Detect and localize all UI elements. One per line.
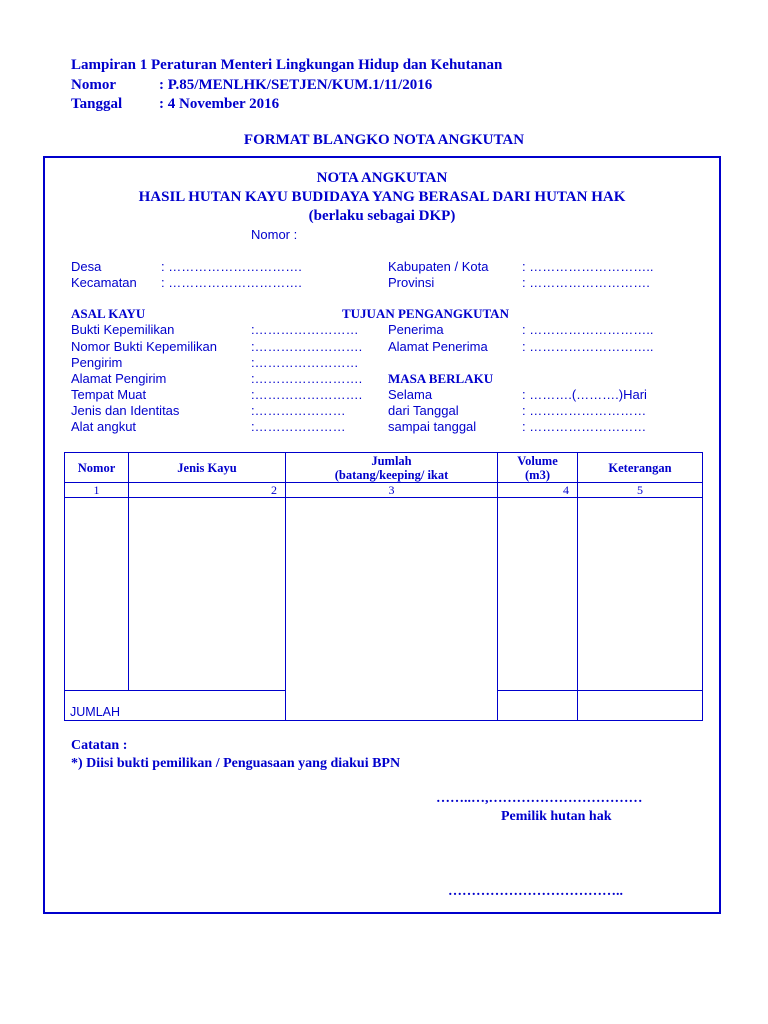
bukti-kepemilikan-field[interactable]: :…………………… bbox=[251, 322, 359, 337]
kecamatan-field[interactable]: : …………………………. bbox=[161, 275, 302, 290]
nomor-label: Nomor bbox=[71, 77, 116, 93]
col-number-4: 4 bbox=[498, 483, 578, 498]
table-column-number-row bbox=[65, 483, 703, 498]
dari-tanggal-label: dari Tanggal bbox=[388, 403, 459, 418]
form-nomor: Nomor : bbox=[251, 227, 298, 242]
dari-tanggal-field[interactable]: : ……………………… bbox=[522, 403, 647, 418]
catatan-label: Catatan : bbox=[71, 738, 128, 753]
lampiran-line: Lampiran 1 Peraturan Menteri Lingkungan Hidup dan Kehutanan bbox=[71, 57, 503, 73]
pengirim-field[interactable]: :…………………… bbox=[251, 355, 359, 370]
jenis-identitas-label: Jenis dan Identitas bbox=[71, 403, 180, 418]
sign-place-date[interactable]: ……..…,…………………………… bbox=[436, 791, 643, 806]
tempat-muat-label: Tempat Muat bbox=[71, 387, 147, 402]
provinsi-label: Provinsi bbox=[388, 275, 435, 290]
nomor-line bbox=[71, 77, 491, 95]
alat-angkut-field[interactable]: :………………… bbox=[251, 419, 346, 434]
tanggal-line bbox=[71, 96, 491, 114]
desa-label: Desa bbox=[71, 259, 102, 274]
total-keterangan[interactable] bbox=[578, 691, 703, 721]
kabupaten-field[interactable]: : ……………………….. bbox=[522, 259, 654, 274]
alamat-penerima-label: Alamat Penerima bbox=[388, 339, 488, 354]
form-title: NOTA ANGKUTAN bbox=[316, 170, 448, 186]
header-volume: Volume (m3) bbox=[498, 453, 578, 483]
kayu-table bbox=[64, 452, 703, 721]
table-header-row bbox=[65, 453, 703, 483]
cell-nomor[interactable] bbox=[65, 498, 129, 691]
nomor-value: : P.85/MENLHK/SETJEN/KUM.1/11/2016 bbox=[159, 77, 433, 93]
sign-name-line[interactable]: ……………………………….. bbox=[448, 884, 623, 899]
sign-role: Pemilik hutan hak bbox=[501, 809, 612, 824]
col-number-5: 5 bbox=[578, 483, 703, 498]
alamat-pengirim-label: Alamat Pengirim bbox=[71, 371, 167, 386]
header-nomor: Nomor bbox=[65, 453, 129, 483]
total-label: JUMLAH bbox=[65, 691, 286, 721]
penerima-label: Penerima bbox=[388, 322, 444, 337]
kabupaten-label: Kabupaten / Kota bbox=[388, 259, 489, 274]
alamat-pengirim-field[interactable]: :……………………. bbox=[251, 371, 363, 386]
col-number-1: 1 bbox=[65, 483, 129, 498]
penerima-field[interactable]: : ……………………….. bbox=[522, 322, 654, 337]
asal-kayu-heading: ASAL KAYU bbox=[71, 306, 146, 321]
cell-jenis-kayu[interactable] bbox=[129, 498, 286, 691]
page-title: FORMAT BLANGKO NOTA ANGKUTAN bbox=[243, 132, 525, 148]
desa-field[interactable]: : …………………………. bbox=[161, 259, 302, 274]
sampai-tanggal-field[interactable]: : ……………………… bbox=[522, 419, 647, 434]
header-jenis-kayu: Jenis Kayu bbox=[129, 453, 286, 483]
kecamatan-label: Kecamatan bbox=[71, 275, 137, 290]
header-jumlah: Jumlah (batang/keeping/ ikat bbox=[286, 453, 498, 483]
cell-keterangan[interactable] bbox=[578, 498, 703, 691]
alamat-penerima-field[interactable]: : ……………………….. bbox=[522, 339, 654, 354]
tanggal-label: Tanggal bbox=[71, 96, 123, 112]
provinsi-field[interactable]: : ………………………. bbox=[522, 275, 650, 290]
form-subtitle-note: (berlaku sebagai DKP) bbox=[308, 208, 456, 224]
col-number-2: 2 bbox=[129, 483, 286, 498]
col-number-3: 3 bbox=[286, 483, 498, 498]
header-keterangan: Keterangan bbox=[578, 453, 703, 483]
nomor-bukti-field[interactable]: :……………………. bbox=[251, 339, 363, 354]
catatan-text: *) Diisi bukti pemilikan / Penguasaan yang diakui BPN bbox=[71, 756, 401, 771]
alat-angkut-label: Alat angkut bbox=[71, 419, 137, 434]
bukti-kepemilikan-label: Bukti Kepemilikan bbox=[71, 322, 175, 337]
pengirim-label: Pengirim bbox=[71, 355, 123, 370]
tanggal-value: : 4 November 2016 bbox=[159, 96, 280, 112]
total-volume[interactable] bbox=[498, 691, 578, 721]
cell-volume[interactable] bbox=[498, 498, 578, 691]
jenis-identitas-field[interactable]: :………………… bbox=[251, 403, 346, 418]
table-body-row bbox=[65, 498, 703, 691]
tempat-muat-field[interactable]: :……………………. bbox=[251, 387, 363, 402]
sampai-tanggal-label: sampai tanggal bbox=[388, 419, 477, 434]
tujuan-heading: TUJUAN PENGANGKUTAN bbox=[342, 306, 509, 321]
selama-label: Selama bbox=[388, 387, 433, 402]
nomor-bukti-label: Nomor Bukti Kepemilikan bbox=[71, 339, 217, 354]
cell-jumlah[interactable] bbox=[286, 498, 498, 721]
selama-field[interactable]: : ……….(……….)Hari bbox=[522, 387, 647, 402]
form-subtitle: HASIL HUTAN KAYU BUDIDAYA YANG BERASAL DARI HUTAN HAK bbox=[138, 189, 626, 205]
masa-berlaku-heading: MASA BERLAKU bbox=[388, 371, 494, 386]
